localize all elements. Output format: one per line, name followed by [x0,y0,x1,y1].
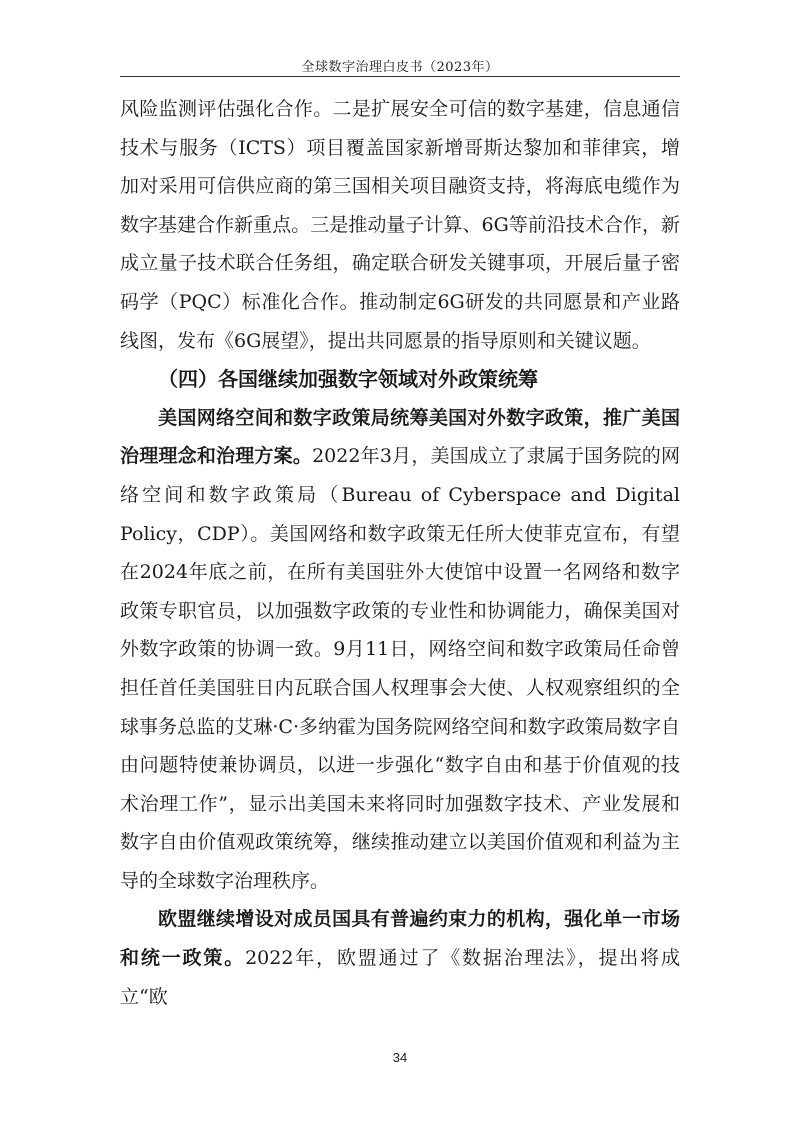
page-number: 34 [392,1050,408,1065]
paragraph-us [120,399,680,901]
section-heading: （四）各国继续加强数字领域对外政策统筹 [158,367,538,392]
paragraph-eu-lead: 欧盟继续增设对成员国具有普遍约束力的机构，强化单一市场和统一政策。 [120,908,680,970]
running-header: 全球数字治理白皮书（2023年） [301,60,499,75]
paragraph-us-body: 2022年3月，美国成立了隶属于国务院的网络空间和数字政策局（Bureau of Cyberspace and Digital Policy，CDP）。美国网络和数字政策无任所大使菲克宣布，有望在2024年底之前，在所有美国驻外大使馆中设置一名网络和数字政策专职官员，以加强数字政策的专业性和协调能力，确保美国对外数字政策的协调一致。9月11日，网络空间和数字政策局任命曾担任首任美国驻日内瓦联合国人权理事会大使、人权观察组织的全球事务总监的艾琳·C·多纳霍为国务院网络空间和数字政策局数字自由问题特使兼协调员，以进一步强化“数字自由和基于价值观的技术治理工作”，显示出美国未来将同时加强数字技术、产业发展和数字自由价值观政策统筹，继续推动建立以美国价值观和利益为主导的全球数字治理秩序。 [120,445,680,892]
header-rule [120,76,680,77]
paragraph-eu-body: 2022年，欧盟通过了《数据治理法》，提出将成立“欧 [120,947,680,1008]
page-body [120,90,680,1016]
paragraph-continued: 风险监测评估强化合作。二是扩展安全可信的数字基建，信息通信技术与服务（ICTS）项目覆盖国家新增哥斯达黎加和菲律宾，增加对采用可信供应商的第三国相关项目融资支持，将海底电缆作为数字基建合作新重点。三是推动量子计算、6G等前沿技术合作，新成立量子技术联合任务组，确定联合研发关键事项，开展后量子密码学（PQC）标准化合作。推动制定6G研发的共同愿景和产业路线图，发布《6G展望》，提出共同愿景的指导原则和关键议题。 [120,98,680,352]
paragraph-us-lead: 美国网络空间和数字政策局统筹美国对外数字政策，推广美国治理理念和治理方案。 [120,406,680,468]
paragraph-eu [120,900,680,1016]
